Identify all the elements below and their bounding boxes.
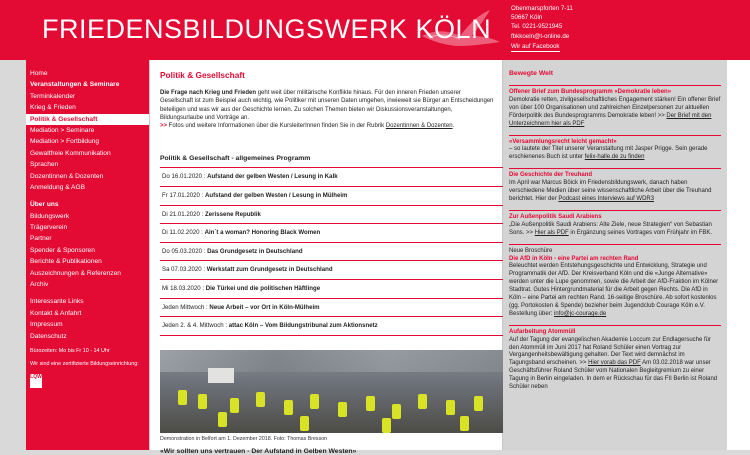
event-date: Di 21.01.2020 : <box>162 210 206 218</box>
photo-vest <box>178 390 187 405</box>
photo-vest <box>418 394 427 409</box>
news-text: Im April war Marcus Böick im Friedensbildungswerk, danach haben verschiedene Medien über seine wissenschaftliche Arbeit über die Treuhand berichtet. Hier der <box>509 180 712 202</box>
article-title[interactable]: «Wir sollten uns vertrauen - Der Aufstand in Gelben Westen» <box>160 447 357 455</box>
intro-bold: Die Frage nach Krieg und Frieden <box>160 90 257 96</box>
certified-note: Wir sind eine zertifizierte Bildungseinrichtung: <box>30 360 139 367</box>
event-list <box>160 167 503 335</box>
sidebar-item-archiv[interactable]: Archiv <box>30 281 49 289</box>
certification-badge[interactable]: LQW <box>30 374 42 388</box>
intro-text <box>160 89 494 130</box>
event-row[interactable] <box>160 261 503 280</box>
event-row[interactable] <box>160 187 503 206</box>
photo-vest <box>198 394 207 409</box>
news-suffix: in Ergänzung seines Vortrages vom Frühjahr im FBK. <box>568 229 713 236</box>
news-title[interactable]: Aufarbeitung Atommüll <box>509 328 576 335</box>
event-date: Do 05.03.2020 : <box>162 247 208 255</box>
sidebar-item-sprachen[interactable]: Sprachen <box>30 161 59 169</box>
sidebar-item-trägerverein[interactable]: Trägerverein <box>30 224 68 232</box>
facebook-link[interactable]: Wir auf Facebook <box>511 42 560 52</box>
news-item <box>509 168 721 210</box>
dove-logo-icon <box>420 6 502 54</box>
sidebar-nav <box>26 60 149 450</box>
sidebar-item-mediation-seminare[interactable]: Mediation > Seminare <box>30 126 95 134</box>
news-text: – so lautete der Titel unserer Veranstaltung mit Jasper Prigge. Sein gerade erschienenes Buch ist unter <box>509 146 708 161</box>
event-row[interactable] <box>160 206 503 225</box>
event-row[interactable] <box>160 317 503 336</box>
sidebar-item-kontakt-anfahrt[interactable]: Kontakt & Anfahrt <box>30 309 82 317</box>
news-link[interactable]: Der Brief mit den Unterzeichnern hier als PDF <box>509 112 712 127</box>
event-row[interactable] <box>160 243 503 262</box>
photo-vest <box>392 404 401 419</box>
sidebar-item-berichte-publikationen[interactable]: Berichte & Publikationen <box>30 258 102 266</box>
demo-photo <box>160 350 503 433</box>
intro-link-suffix: . <box>452 123 455 130</box>
photo-vest <box>300 416 309 431</box>
event-date: Sa 07.03.2020 : <box>162 266 207 274</box>
site-logo-title[interactable]: FRIEDENSBILDUNGSWERK KÖLN <box>42 14 492 44</box>
event-row[interactable] <box>160 299 503 318</box>
event-date: Jeden 2. & 4. Mittwoch : <box>162 322 229 330</box>
event-row[interactable] <box>160 280 503 299</box>
news-link[interactable]: Hier als PDF <box>534 229 569 236</box>
contact-block <box>511 4 573 52</box>
news-link[interactable]: felix-halle.de zu finden <box>584 154 645 161</box>
photo-vest <box>218 412 227 427</box>
photo-vest <box>230 398 239 413</box>
sidebar-item-partner[interactable]: Partner <box>30 235 52 243</box>
event-title-link[interactable]: Die Türkei und die politischen Häftlinge <box>205 285 321 293</box>
photo-vest <box>446 400 455 415</box>
sidebar-item-impressum[interactable]: Impressum <box>30 321 63 329</box>
event-title-link[interactable]: Zerissene Republik <box>205 210 261 218</box>
news-item <box>509 85 721 135</box>
scrollbar[interactable] <box>727 60 750 450</box>
sidebar-item-mediation-fortbildung[interactable]: Mediation > Fortbildung <box>30 138 100 146</box>
event-title-link[interactable]: Aufstand der gelben Westen / Lesung in Mülheim <box>205 192 348 200</box>
photo-vest <box>460 416 469 431</box>
photo-vest <box>256 392 265 407</box>
event-date: Fr 17.01.2020 : <box>162 192 206 200</box>
event-date: Mi 18.03.2020 : <box>162 285 206 293</box>
news-text: Auf der Tagung der evangelischen Akademie Loccum zur Endlagersuche für den Atommüll im Juni 2017 hat Roland Schüler einen Vortrag zur Vergangenheitsbewältigung gehalten. Der Text wird demnächst im Tagungsband erscheinen. >> <box>509 336 712 367</box>
address-city: 50667 Köln <box>511 14 543 22</box>
news-title[interactable]: Zur Außenpolitik Saudi Arabiens <box>509 213 602 220</box>
event-row[interactable] <box>160 224 503 243</box>
page-title: Politik & Gesellschaft <box>160 70 245 80</box>
sidebar-item-anmeldung-agb[interactable]: Anmeldung & AGB <box>30 183 85 191</box>
photo-vest <box>474 396 483 411</box>
phone: Tel. 0221-9521945 <box>511 23 563 31</box>
event-title-link[interactable]: Neue Arbeit – vor Ort in Köln-Mülheim <box>209 303 320 311</box>
event-title-link[interactable]: Ain´t a woman? Honoring Black Women <box>204 229 321 237</box>
news-text: „Die Außenpolitik Saudi Arabiens: Alte Ziele, neue Strategien“ von Sebastian Sons. >> <box>509 221 712 236</box>
email-link[interactable]: fbkkoeln@t-online.de <box>511 32 570 40</box>
event-date: Do 16.01.2020 : <box>162 173 208 181</box>
event-title-link[interactable]: Werkstatt zum Grundgesetz in Deutschland <box>206 266 333 274</box>
news-link[interactable]: Hier vorab das PDF <box>588 360 641 367</box>
photo-vest <box>338 402 347 417</box>
photo-vest <box>310 394 319 409</box>
news-pretitle: Neue Broschüre <box>509 247 553 254</box>
event-title-link[interactable]: attac Köln – Vom Bildungstribunal zum Aktionsnetz <box>228 322 378 330</box>
right-column <box>503 60 727 450</box>
news-title[interactable]: Die Geschichte der Treuhand <box>509 172 593 179</box>
news-suffix: Am 03.02.2018 war unser Geschäftsführer Roland Schüler vom Nationalen Begleitgremium zu einer Tagung in Berlin eingeladen. In dem er Rückschau für das FII Berlin ist Roland Schüler neben <box>509 360 718 391</box>
sidebar-item-krieg-frieden[interactable]: Krieg & Frieden <box>30 104 76 112</box>
news-item <box>509 244 721 325</box>
news-title[interactable]: Die AfD in Köln - eine Partei am rechten Rand <box>509 255 639 262</box>
sidebar-item-gewaltfreie-kommunikation[interactable]: Gewaltfreie Kommunikation <box>30 149 111 157</box>
sidebar-item-spender-sponsoren[interactable]: Spender & Sponsoren <box>30 246 95 254</box>
sidebar-item-auszeichnungen-referenzen[interactable]: Auszeichnungen & Referenzen <box>30 269 121 277</box>
photo-vest <box>284 400 293 415</box>
event-title-link[interactable]: Aufstand der gelben Westen / Lesung in Kalk <box>207 173 338 181</box>
sidebar-item-dozentinnen-dozenten[interactable]: Dozentinnen & Dozenten <box>30 172 104 180</box>
intro-link-prefix: Fotos und weitere Informationen über die KursleiterInnen finden Sie in der Rubrik <box>167 123 386 130</box>
office-hours: Bürozeiten: Mo bis Fr 10 - 14 Uhr <box>30 347 110 354</box>
news-item <box>509 135 721 169</box>
intro-body: geht weit über militärische Konflikte hinaus. Für den inneren Frieden unserer Gesellschaft ist zum Beispiel auch wichtig, wie Politiker mit unseren Daten umgehen, inwieweit sie Bürger an Entscheidungen beteiligen und was wir aus der Geschichte lernen. Zu solchen Themen bieten wir Diskussionsveranstaltungen, Bildungsurlaube und Vorträge an. <box>160 90 494 121</box>
news-title[interactable]: Offener Brief zum Bundesprogramm «Demokratie leben» <box>509 89 672 95</box>
right-title: Bewegte Welt <box>509 70 554 77</box>
sidebar-item-über-uns[interactable]: Über uns <box>30 201 59 209</box>
event-date: Di 11.02.2020 : <box>162 229 205 237</box>
news-item <box>509 210 721 244</box>
program-title: Politik & Gesellschaft - allgemeines Programm <box>160 155 311 163</box>
sidebar-item-bildungswerk[interactable]: Bildungswerk <box>30 212 70 220</box>
sidebar-item-datenschutz[interactable]: Datenschutz <box>30 332 67 340</box>
sidebar-item-terminkalender[interactable]: Terminkalender <box>30 92 76 100</box>
photo-sign <box>208 368 234 383</box>
news-title[interactable]: «Versammlungsrecht leicht gemacht» <box>509 138 617 145</box>
sidebar-item-politik-gesellschaft[interactable]: Politik & Gesellschaft <box>26 114 149 125</box>
event-title-link[interactable]: Das Grundgesetz in Deutschland <box>207 247 303 255</box>
news-text: Beleuchtet werden Entstehungsgeschichte und Entwicklung, Strategie und Programmatik der AfD. Der Kreisverband Köln und die «Junge Alternative» werden unter die Lupe genommen, sowie die Arbeit der AfD-Fraktion im Kölner Stadtrat. Gutes Hintergrundmaterial für die Arbeit gegen Rechts. Die AfD in Köln – eine Partei am rechten Rand. 16-seitige Broschüre. Ab sofort kostenlos (gg. Portokosten & Spende) bezieher beim Jugendclub Courage Köln e.V. Bestellung über: <box>509 263 719 317</box>
event-date: Jeden Mittwoch : <box>162 303 210 311</box>
main-content <box>149 60 503 455</box>
photo-vest <box>366 396 375 411</box>
header <box>0 0 750 60</box>
photo-caption: Demonstration in Belfort am 1. Dezember 2018. Foto: Thomas Bresson <box>160 435 328 442</box>
photo-vest <box>382 418 391 433</box>
event-row[interactable] <box>160 168 503 187</box>
news-link[interactable]: info@jc-courage.de <box>554 310 607 317</box>
sidebar-item-veranstaltungen-seminare[interactable]: Veranstaltungen & Seminare <box>30 81 120 89</box>
sidebar-item-interessante-links[interactable]: Interessante Links <box>30 298 84 306</box>
news-text: Demokratie retten, zivilgesellschaftliches Engagement stärken! Ein offener Brief von über 100 Organisationen und zahlreichen Einzelpersonen zur aktuellen Förderpolitik des Bundesprogramms Demokratie leben! >> <box>509 96 721 119</box>
arrow-icon: >> <box>160 123 168 130</box>
address-street: Obenmarspforten 7-11 <box>511 5 573 12</box>
sidebar-item-home[interactable]: Home <box>30 70 48 77</box>
news-item <box>509 325 721 398</box>
dozenten-link[interactable]: Dozentinnen & Dozenten <box>385 123 453 130</box>
news-link[interactable]: Podcast eines Interviews auf WDR3 <box>558 195 655 202</box>
